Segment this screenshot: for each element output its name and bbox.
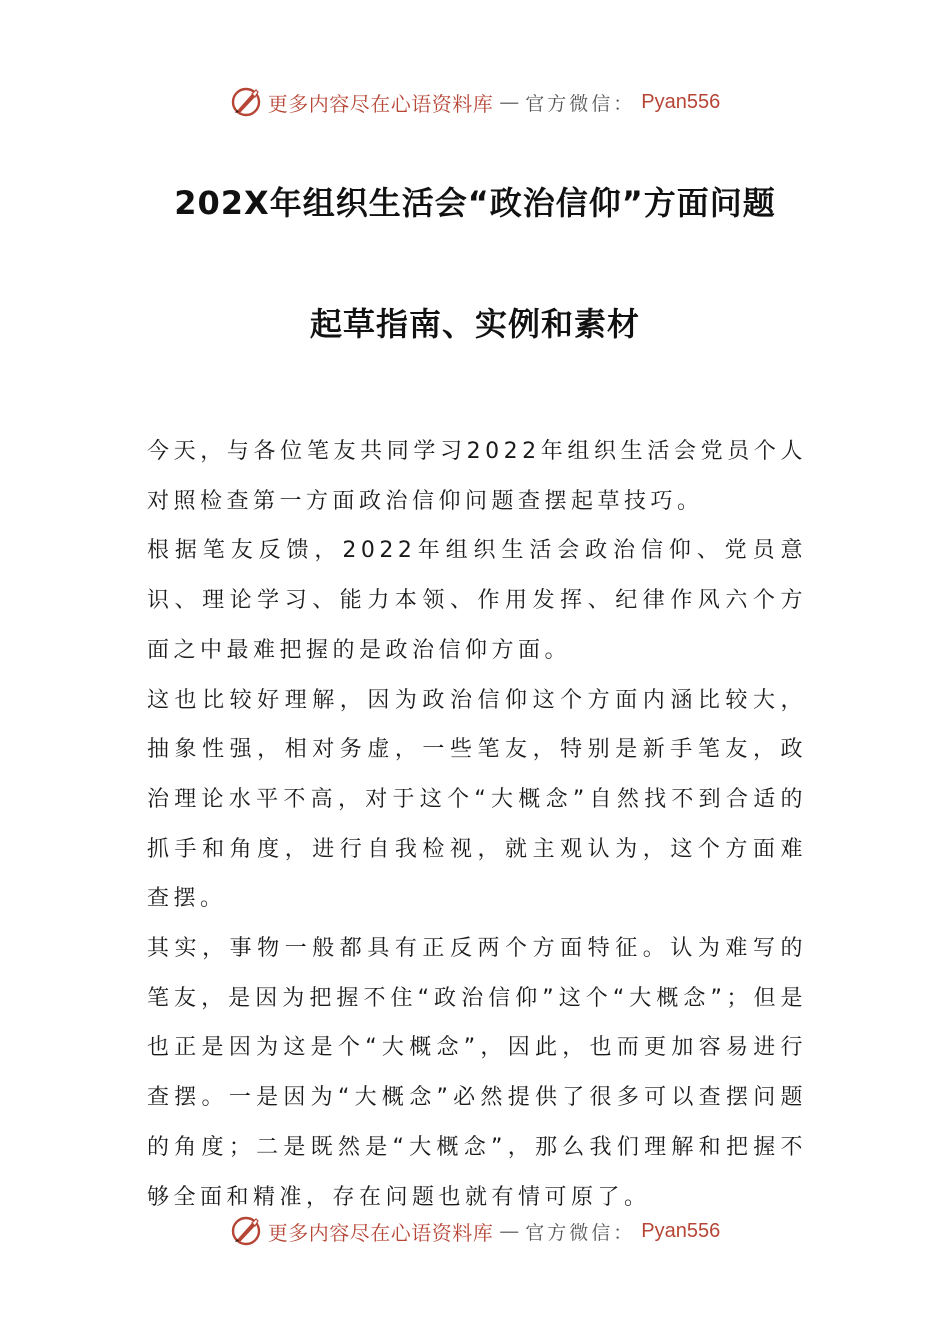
footer-watermark: [0, 1211, 950, 1251]
watermark-dash: —: [499, 90, 520, 114]
watermark-wechat-label: 官方微信：: [525, 92, 636, 115]
document-body: [147, 427, 807, 1222]
watermark-wechat-id: Pyan556: [641, 1219, 721, 1242]
pen-logo-icon: [230, 86, 262, 118]
watermark-site-text: 更多内容尽在心语资料库: [267, 91, 494, 116]
body-paragraph: 其实，事物一般都具有正反两个方面特征。认为难写的笔友，是因为把握不住“政治信仰”这个“大概念”；但是也正是因为这是个“大概念”，因此，也而更加容易进行查摆。一是因为“大概念”必然提供了很多可以查摆问题的角度；二是既然是“大概念”，那么我们理解和把握不够全面和精准，存在问题也就有情可原了。: [147, 936, 807, 1210]
body-paragraph: 根据笔友反馈，2022年组织生活会政治信仰、党员意识、理论学习、能力本领、作用发挥、纪律作风六个方面之中最难把握的是政治信仰方面。: [147, 538, 807, 663]
body-paragraph: 今天，与各位笔友共同学习2022年组织生活会党员个人对照检查第一方面政治信仰问题查摆起草技巧。: [147, 439, 807, 514]
watermark-dash: —: [499, 1219, 520, 1243]
body-paragraph: 这也比较好理解，因为政治信仰这个方面内涵比较大，抽象性强，相对务虚，一些笔友，特别是新手笔友，政治理论水平不高，对于这个“大概念”自然找不到合适的抓手和角度，进行自我检视，就主观认为，这个方面难查摆。: [147, 687, 807, 912]
watermark-wechat-id: Pyan556: [641, 90, 721, 113]
document-title-line-2: 起草指南、实例和素材: [309, 305, 640, 343]
watermark-site-text: 更多内容尽在心语资料库: [267, 1220, 494, 1245]
watermark-wechat-label: 官方微信：: [525, 1221, 636, 1244]
document-title-line-1: 202X年组织生活会“政治信仰”方面问题: [174, 184, 776, 222]
pen-logo-icon: [230, 1215, 262, 1247]
header-watermark: [0, 82, 950, 122]
